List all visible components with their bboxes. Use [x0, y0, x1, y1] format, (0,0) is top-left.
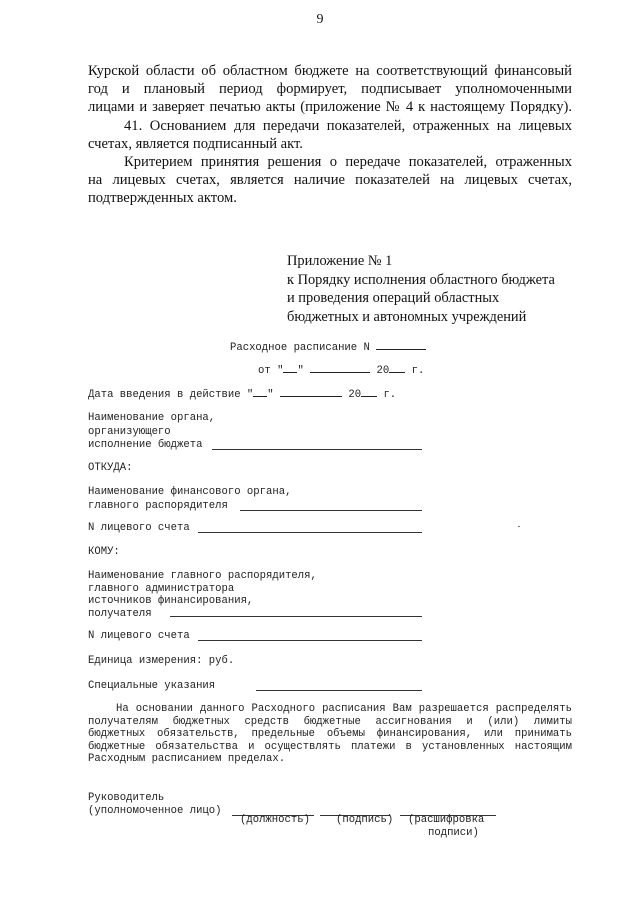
text-line: исполнение бюджета: [88, 439, 203, 451]
form-title: [230, 339, 426, 354]
text-line: источников финансирования,: [88, 595, 254, 607]
text-line: На основании данного Расходного расписания Вам разрешается распределять: [116, 703, 572, 715]
text-line: (уполномоченное лицо): [88, 804, 222, 817]
text-line: Наименование главного распорядителя,: [88, 570, 317, 582]
text-line: 41. Основанием для передачи показателей, отраженных на лицевых: [124, 118, 572, 134]
effective-year-field: [361, 386, 377, 397]
page-number: 9: [316, 12, 324, 27]
text-line: получателям бюджетных средств бюджетные ассигнования и (или) лимиты: [88, 715, 572, 728]
decode-caption: (расшифровка: [408, 814, 485, 826]
form-date: [258, 362, 424, 377]
paragraph-41: [88, 117, 572, 153]
special-instructions-field: [256, 690, 422, 691]
text-line: получателя: [88, 607, 152, 620]
effective-date: [88, 386, 396, 401]
date-mid: ": [297, 365, 304, 377]
effective-date-suffix: г.: [383, 389, 397, 401]
position-caption: (должность): [240, 814, 310, 826]
text-line: на лицевых счетах, является наличие показателей на лицевых счетах,: [88, 172, 572, 188]
text-line: организующего: [88, 425, 171, 438]
fin-org-field: [240, 510, 422, 511]
from-label: ОТКУДА:: [88, 462, 133, 474]
appendix-line: к Порядку исполнения областного бюджета: [287, 271, 555, 288]
appendix-header: [287, 252, 555, 326]
appendix-line: и проведения операций областных: [287, 290, 500, 306]
text-line: главного распорядителя: [88, 499, 228, 512]
date-day-field: [283, 362, 297, 373]
text-line: Наименование органа,: [88, 412, 216, 424]
text-line: главного администратора: [88, 582, 235, 595]
to-label: КОМУ:: [88, 546, 120, 558]
text-line: Руководитель: [88, 792, 165, 804]
date-month-field: [310, 362, 370, 373]
effective-date-mid: ": [267, 389, 274, 401]
account-field-from: [198, 532, 422, 533]
text-line: Критерием принятия решения о передаче показателей, отраженных: [124, 154, 572, 170]
org-name-field: [212, 449, 422, 450]
text-line: бюджетные обязательства и осуществлять платежи в установленных настоящим: [88, 740, 572, 753]
date-year-field: [389, 362, 405, 373]
scan-speck: [518, 526, 520, 527]
text-line: год и плановый период формирует, подписывает уполномоченными: [88, 81, 572, 97]
text-line: подтвержденных актом.: [88, 190, 237, 206]
text-line: счетах, является подписанный акт.: [88, 136, 303, 152]
date-year: 20: [376, 365, 390, 377]
recipient-field: [170, 616, 422, 617]
paragraph-budget-acts: [88, 62, 572, 116]
text-line: Расходным расписанием пределах.: [88, 753, 286, 766]
effective-date-year: 20: [348, 389, 362, 401]
basis-paragraph: [88, 703, 572, 766]
signature-caption: (подпись): [336, 814, 394, 826]
text-line: лицами и заверяет печатью акты (приложение № 4 к настоящему Порядку).: [88, 99, 572, 115]
paragraph-criterion: [88, 153, 572, 207]
effective-month-field: [280, 386, 342, 397]
appendix-line: Приложение № 1: [287, 253, 393, 269]
account-label-from: N лицевого счета: [88, 522, 190, 534]
date-suffix: г.: [411, 365, 425, 377]
form-number-field: [376, 339, 426, 350]
text-line: бюджетных обязательств, предельные объемы финансирования, или принимать: [88, 728, 572, 741]
date-prefix: от ": [258, 365, 284, 377]
appendix-line: бюджетных и автономных учреждений: [287, 308, 527, 325]
special-instructions-label: Специальные указания: [88, 680, 216, 692]
text-line: Наименование финансового органа,: [88, 486, 292, 498]
org-name-label: [88, 412, 215, 453]
decode-caption-2: подписи): [428, 827, 479, 839]
text-line: Курской области об областном бюджете на соответствующий финансовый: [88, 63, 572, 79]
fin-org-label: [88, 486, 291, 513]
recipient-label: [88, 570, 317, 620]
account-label-to: N лицевого счета: [88, 630, 190, 642]
account-field-to: [198, 640, 422, 641]
effective-date-prefix: Дата введения в действие ": [88, 389, 254, 401]
effective-day-field: [253, 386, 267, 397]
head-label: [88, 792, 222, 817]
form-title-text: Расходное расписание N: [230, 342, 370, 354]
unit-label: Единица измерения: руб.: [88, 655, 235, 667]
